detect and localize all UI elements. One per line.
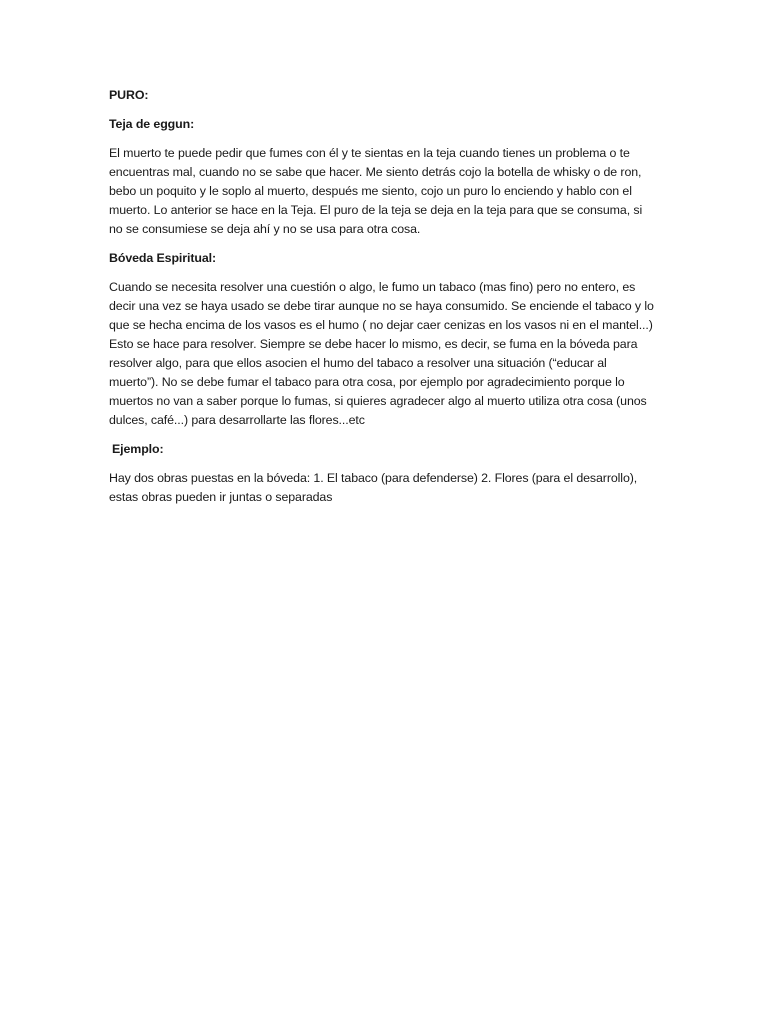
document-title: PURO:	[109, 88, 149, 102]
section-heading-teja: Teja de eggun:	[109, 117, 195, 131]
section-heading-boveda: Bóveda Espiritual:	[109, 251, 216, 265]
section-body-ejemplo: Hay dos obras puestas en la bóveda: 1. El tabaco (para defenderse) 2. Flores (para el desarrollo), estas obras pueden ir juntas o separadas	[109, 471, 638, 504]
section-body-teja: El muerto te puede pedir que fumes con él y te sientas en la teja cuando tienes un problema o te encuentras mal, cuando no se sabe que hacer. Me siento detrás cojo la botella de whisky o de ron, bebo un poquito y le soplo al muerto, después me siento, cojo un puro lo enciendo y hablo con el muerto. Lo anterior se hace en la Teja. El puro de la teja se deja en la teja para que se consuma, si no se consumiese se deja ahí y no se usa para otra cosa.	[109, 146, 643, 236]
section-body-boveda: Cuando se necesita resolver una cuestión o algo, le fumo un tabaco (mas fino) pero no entero, es decir una vez se haya usado se debe tirar aunque no se haya consumido. Se enciende el tabaco y lo que se hecha encima de los vasos es el humo ( no dejar caer cenizas en los vasos ni en el mantel...) Esto se hace para resolver. Siempre se debe hacer lo mismo, es decir, se fuma en la bóveda para resolver algo, para que ellos asocien el humo del tabaco a resolver una situación (“educar al muerto”). No se debe fumar el tabaco para otra cosa, por ejemplo por agradecimiento porque lo muertos no van a saber porque lo fumas, si quieres agradecer algo al muerto utiliza otra cosa (unos dulces, café...) para desarrollarte las flores...etc	[109, 280, 654, 427]
section-heading-ejemplo: Ejemplo:	[112, 442, 164, 456]
document-content	[109, 86, 654, 517]
